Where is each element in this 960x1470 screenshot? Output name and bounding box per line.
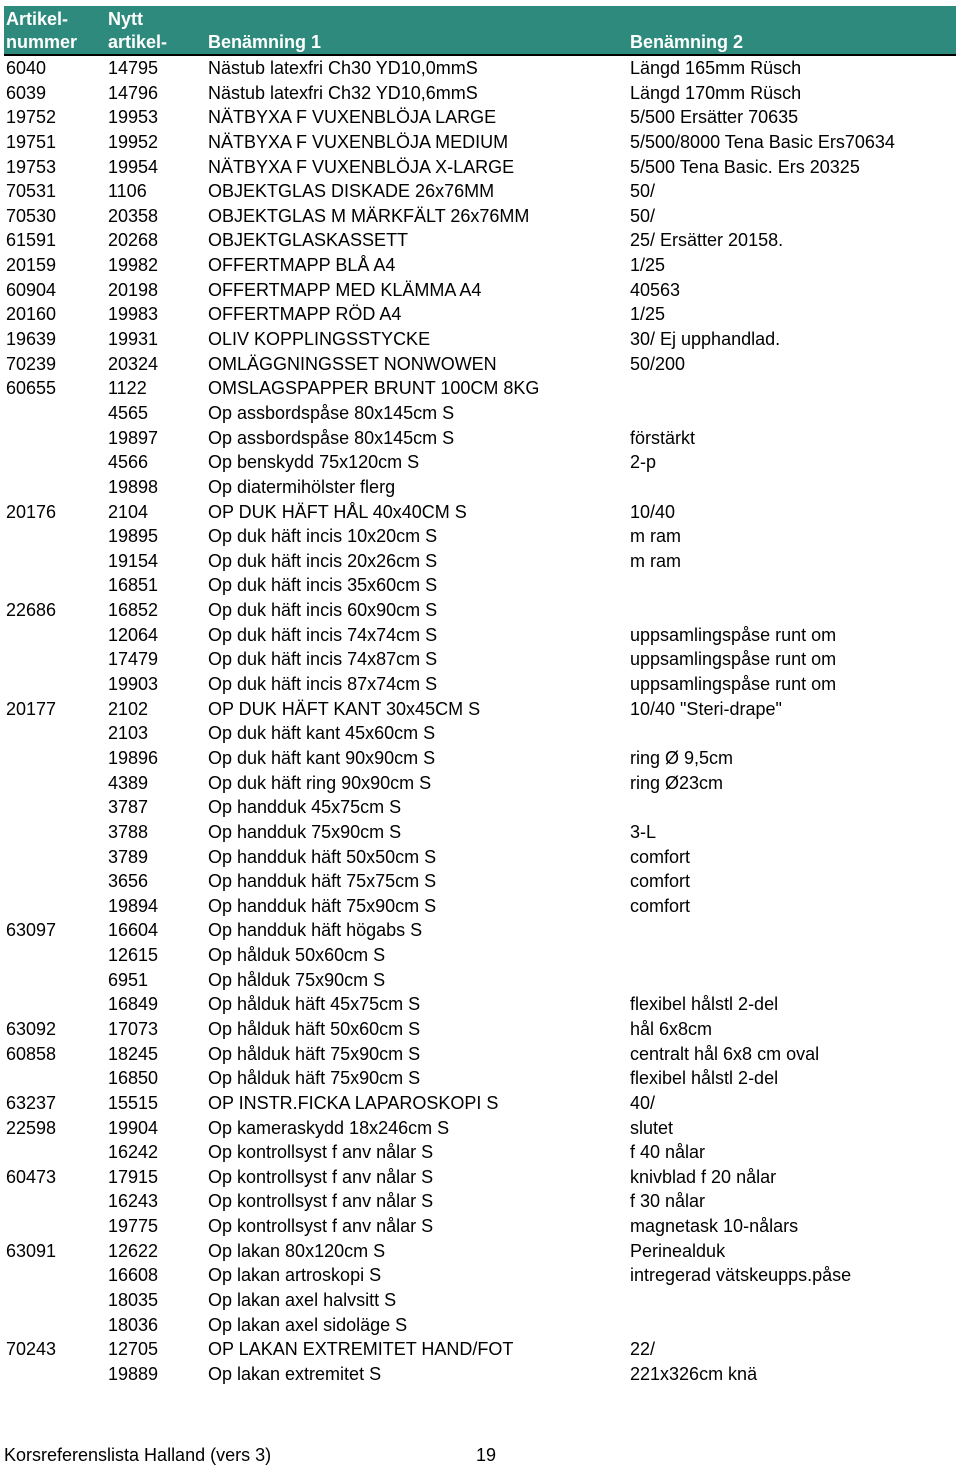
table-row xyxy=(4,672,956,697)
name-1-cell: OFFERTMAPP BLÅ A4 xyxy=(208,255,396,276)
name-1-cell: NÄTBYXA F VUXENBLÖJA X-LARGE xyxy=(208,156,515,177)
new-article-number-cell: 1106 xyxy=(108,181,147,202)
table-row xyxy=(4,943,956,968)
name-1-cell: Op diatermihölster flerg xyxy=(208,476,396,497)
table-row xyxy=(4,746,956,771)
name-1-cell: OBJEKTGLASKASSETT xyxy=(208,230,409,251)
name-1-cell: OMLÄGGNINGSSET NONWOWEN xyxy=(208,353,497,374)
table-row xyxy=(4,1165,956,1190)
name-2-cell: 1/25 xyxy=(630,304,666,325)
article-number-cell: 6039 xyxy=(6,82,47,103)
name-2-cell: magnetask 10-nålars xyxy=(630,1216,799,1237)
table-row xyxy=(4,549,956,574)
name-1-cell: Op duk häft incis 20x26cm S xyxy=(208,550,438,571)
article-number-cell: 20160 xyxy=(6,304,57,325)
article-number-cell: 19751 xyxy=(6,131,57,152)
table-row xyxy=(4,869,956,894)
name-2-cell: Längd 170mm Rüsch xyxy=(630,82,802,103)
name-1-cell: OFFERTMAPP RÖD A4 xyxy=(208,304,402,325)
name-1-cell: OP DUK HÄFT KANT 30x45CM S xyxy=(208,698,481,719)
new-article-number-cell: 20324 xyxy=(108,353,159,374)
table-row xyxy=(4,1214,956,1239)
new-article-number-cell: 17479 xyxy=(108,649,159,670)
new-article-number-cell: 14796 xyxy=(108,82,159,103)
new-article-number-cell: 16608 xyxy=(108,1265,159,1286)
name-2-cell: 1/25 xyxy=(630,255,666,276)
name-1-cell: Op duk häft incis 35x60cm S xyxy=(208,575,438,596)
name-1-cell: Op handduk häft 50x50cm S xyxy=(208,846,437,867)
name-1-cell: Op hålduk 75x90cm S xyxy=(208,969,386,990)
new-article-number-cell: 16604 xyxy=(108,920,159,941)
name-2-cell: ring Ø23cm xyxy=(630,772,724,793)
header-col1-line2: nummer xyxy=(6,32,78,52)
article-number-cell: 22598 xyxy=(6,1117,57,1138)
name-1-cell: NÄTBYXA F VUXENBLÖJA LARGE xyxy=(208,107,497,128)
article-number-cell: 61591 xyxy=(6,230,57,251)
name-1-cell: Op kontrollsyst f anv nålar S xyxy=(208,1191,434,1212)
name-1-cell: Op kontrollsyst f anv nålar S xyxy=(208,1142,434,1163)
new-article-number-cell: 19953 xyxy=(108,107,159,128)
new-article-number-cell: 19954 xyxy=(108,156,159,177)
name-2-cell: hål 6x8cm xyxy=(630,1018,713,1039)
name-2-cell: comfort xyxy=(630,895,691,916)
new-article-number-cell: 12705 xyxy=(108,1339,159,1360)
article-number-cell: 70243 xyxy=(6,1339,57,1360)
new-article-number-cell: 4389 xyxy=(108,772,149,793)
name-2-cell: förstärkt xyxy=(630,427,696,448)
name-1-cell: Op handduk 45x75cm S xyxy=(208,797,402,818)
table-header xyxy=(4,6,956,56)
name-2-cell: comfort xyxy=(630,871,691,892)
table-row xyxy=(4,771,956,796)
name-1-cell: Op lakan artroskopi S xyxy=(208,1265,382,1286)
article-number-cell: 6040 xyxy=(6,58,47,78)
name-1-cell: Op handduk häft högabs S xyxy=(208,920,423,941)
name-1-cell: Op assbordspåse 80x145cm S xyxy=(208,402,455,423)
name-2-cell: 25/ Ersätter 20158. xyxy=(630,230,784,251)
table-row xyxy=(4,228,956,253)
new-article-number-cell: 17073 xyxy=(108,1018,159,1039)
table-row xyxy=(4,1140,956,1165)
name-1-cell: Op duk häft incis 74x87cm S xyxy=(208,649,438,670)
new-article-number-cell: 3788 xyxy=(108,821,149,842)
name-2-cell: centralt hål 6x8 cm oval xyxy=(630,1043,820,1064)
name-1-cell: Op hålduk 50x60cm S xyxy=(208,945,386,966)
article-number-cell: 63092 xyxy=(6,1018,57,1039)
name-1-cell: Op lakan 80x120cm S xyxy=(208,1240,386,1261)
table-row xyxy=(4,56,956,81)
name-1-cell: OMSLAGSPAPPER BRUNT 100CM 8KG xyxy=(208,378,540,399)
name-2-cell: 2-p xyxy=(630,452,657,473)
new-article-number-cell: 3656 xyxy=(108,871,149,892)
table-row xyxy=(4,1362,956,1387)
name-2-cell: 10/40 "Steri-drape" xyxy=(630,698,782,719)
name-1-cell: Op handduk 75x90cm S xyxy=(208,821,402,842)
name-2-cell: 10/40 xyxy=(630,501,676,522)
name-2-cell: 50/ xyxy=(630,205,656,226)
name-2-cell: 40563 xyxy=(630,279,681,300)
new-article-number-cell: 4566 xyxy=(108,452,149,473)
new-article-number-cell: 15515 xyxy=(108,1092,159,1113)
new-article-number-cell: 19904 xyxy=(108,1117,159,1138)
cross-reference-table xyxy=(4,6,956,1387)
table-row xyxy=(4,327,956,352)
name-2-cell: 50/ xyxy=(630,181,656,202)
new-article-number-cell: 19894 xyxy=(108,895,159,916)
table-row xyxy=(4,1313,956,1338)
header-col3: Benämning 1 xyxy=(208,32,322,52)
table-row xyxy=(4,968,956,993)
table-row xyxy=(4,918,956,943)
table-row xyxy=(4,352,956,377)
name-1-cell: Op assbordspåse 80x145cm S xyxy=(208,427,455,448)
name-2-cell: m ram xyxy=(630,526,681,547)
table-row xyxy=(4,278,956,303)
new-article-number-cell: 12064 xyxy=(108,624,159,645)
new-article-number-cell: 20358 xyxy=(108,205,159,226)
table-row xyxy=(4,573,956,598)
article-number-cell: 60473 xyxy=(6,1166,57,1187)
table-row xyxy=(4,1288,956,1313)
article-number-cell: 20177 xyxy=(6,698,57,719)
new-article-number-cell: 18036 xyxy=(108,1314,159,1335)
article-number-cell: 60904 xyxy=(6,279,57,300)
name-1-cell: Op handduk häft 75x75cm S xyxy=(208,871,437,892)
table-row xyxy=(4,697,956,722)
name-2-cell: 30/ Ej upphandlad. xyxy=(630,329,781,350)
name-1-cell: OFFERTMAPP MED KLÄMMA A4 xyxy=(208,279,482,300)
table-row xyxy=(4,1042,956,1067)
table-row xyxy=(4,1066,956,1091)
new-article-number-cell: 19903 xyxy=(108,674,159,695)
name-1-cell: OP INSTR.FICKA LAPAROSKOPI S xyxy=(208,1092,499,1113)
header-col1-line1: Artikel- xyxy=(6,9,69,29)
table-row xyxy=(4,598,956,623)
name-1-cell: Op duk häft ring 90x90cm S xyxy=(208,772,432,793)
name-2-cell: ring Ø 9,5cm xyxy=(630,747,734,768)
new-article-number-cell: 2104 xyxy=(108,501,149,522)
table-row xyxy=(4,1116,956,1141)
name-2-cell: Längd 165mm Rüsch xyxy=(630,58,802,78)
name-1-cell: Op duk häft kant 45x60cm S xyxy=(208,723,436,744)
header-col2-line2: artikel- xyxy=(108,32,168,52)
footer-title: Korsreferenslista Halland (vers 3) xyxy=(4,1445,272,1465)
name-2-cell: f 40 nålar xyxy=(630,1142,706,1163)
name-2-cell: 3-L xyxy=(630,821,657,842)
article-number-cell: 60858 xyxy=(6,1043,57,1064)
new-article-number-cell: 16852 xyxy=(108,600,159,621)
name-2-cell: 40/ xyxy=(630,1092,656,1113)
name-1-cell: OBJEKTGLAS M MÄRKFÄLT 26x76MM xyxy=(208,205,530,226)
article-number-cell: 19753 xyxy=(6,156,57,177)
article-number-cell: 63091 xyxy=(6,1240,57,1261)
article-number-cell: 70239 xyxy=(6,353,57,374)
name-1-cell: Op kameraskydd 18x246cm S xyxy=(208,1117,450,1138)
table-row xyxy=(4,130,956,155)
table-row xyxy=(4,450,956,475)
name-2-cell: uppsamlingspåse runt om xyxy=(630,649,837,670)
article-number-cell: 70531 xyxy=(6,181,57,202)
name-1-cell: Op hålduk häft 50x60cm S xyxy=(208,1018,421,1039)
new-article-number-cell: 16242 xyxy=(108,1142,159,1163)
name-1-cell: Op duk häft incis 10x20cm S xyxy=(208,526,438,547)
name-1-cell: Op handduk häft 75x90cm S xyxy=(208,895,437,916)
name-2-cell: slutet xyxy=(630,1117,674,1138)
new-article-number-cell: 19898 xyxy=(108,476,159,497)
table-row xyxy=(4,500,956,525)
name-1-cell: Op kontrollsyst f anv nålar S xyxy=(208,1216,434,1237)
name-1-cell: NÄTBYXA F VUXENBLÖJA MEDIUM xyxy=(208,131,509,152)
new-article-number-cell: 16851 xyxy=(108,575,159,596)
name-2-cell: flexibel hålstl 2-del xyxy=(630,994,779,1015)
article-number-cell: 19752 xyxy=(6,107,57,128)
new-article-number-cell: 20268 xyxy=(108,230,159,251)
table-row xyxy=(4,1263,956,1288)
name-2-cell: uppsamlingspåse runt om xyxy=(630,674,837,695)
new-article-number-cell: 20198 xyxy=(108,279,159,300)
table-row xyxy=(4,155,956,180)
new-article-number-cell: 16849 xyxy=(108,994,159,1015)
new-article-number-cell: 12622 xyxy=(108,1240,159,1261)
table-row xyxy=(4,253,956,278)
new-article-number-cell: 2102 xyxy=(108,698,149,719)
name-2-cell: m ram xyxy=(630,550,681,571)
table-row xyxy=(4,376,956,401)
new-article-number-cell: 19983 xyxy=(108,304,159,325)
page-number: 19 xyxy=(476,1445,497,1465)
table-row xyxy=(4,721,956,746)
new-article-number-cell: 19952 xyxy=(108,131,159,152)
name-1-cell: Op duk häft incis 87x74cm S xyxy=(208,674,438,695)
header-col4: Benämning 2 xyxy=(630,32,744,52)
table-row xyxy=(4,1091,956,1116)
name-2-cell: uppsamlingspåse runt om xyxy=(630,624,837,645)
new-article-number-cell: 17915 xyxy=(108,1166,159,1187)
name-1-cell: Op lakan axel sidoläge S xyxy=(208,1314,408,1335)
article-number-cell: 22686 xyxy=(6,600,57,621)
name-1-cell: Op kontrollsyst f anv nålar S xyxy=(208,1166,434,1187)
article-number-cell: 63237 xyxy=(6,1092,57,1113)
name-1-cell: Op duk häft incis 60x90cm S xyxy=(208,600,438,621)
name-1-cell: OP DUK HÄFT HÅL 40x40CM S xyxy=(208,501,467,522)
name-2-cell: Perinealduk xyxy=(630,1240,726,1261)
new-article-number-cell: 3789 xyxy=(108,846,149,867)
name-1-cell: Op lakan extremitet S xyxy=(208,1363,382,1384)
table-row xyxy=(4,302,956,327)
name-1-cell: Op duk häft kant 90x90cm S xyxy=(208,747,436,768)
name-1-cell: Op hålduk häft 75x90cm S xyxy=(208,1068,421,1089)
table-row xyxy=(4,1017,956,1042)
new-article-number-cell: 18035 xyxy=(108,1290,159,1311)
table-row xyxy=(4,475,956,500)
new-article-number-cell: 14795 xyxy=(108,58,159,78)
name-1-cell: OP LAKAN EXTREMITET HAND/FOT xyxy=(208,1339,514,1360)
name-2-cell: f 30 nålar xyxy=(630,1191,706,1212)
new-article-number-cell: 1122 xyxy=(108,378,147,399)
article-number-cell: 20159 xyxy=(6,255,57,276)
name-2-cell: 50/200 xyxy=(630,353,686,374)
article-number-cell: 20176 xyxy=(6,501,57,522)
page-footer xyxy=(4,1445,497,1466)
new-article-number-cell: 19982 xyxy=(108,255,159,276)
name-2-cell: intregerad vätskeupps.påse xyxy=(630,1265,852,1286)
name-1-cell: Op duk häft incis 74x74cm S xyxy=(208,624,438,645)
name-2-cell: 221x326cm knä xyxy=(630,1363,758,1384)
name-2-cell: flexibel hålstl 2-del xyxy=(630,1068,779,1089)
new-article-number-cell: 16243 xyxy=(108,1191,159,1212)
article-number-cell: 70530 xyxy=(6,205,57,226)
new-article-number-cell: 19931 xyxy=(108,329,159,350)
new-article-number-cell: 6951 xyxy=(108,969,149,990)
table-row xyxy=(4,1239,956,1264)
new-article-number-cell: 19775 xyxy=(108,1216,159,1237)
table-row xyxy=(4,105,956,130)
new-article-number-cell: 3787 xyxy=(108,797,149,818)
name-1-cell: Op benskydd 75x120cm S xyxy=(208,452,420,473)
new-article-number-cell: 4565 xyxy=(108,402,149,423)
header-col2-line1: Nytt xyxy=(108,9,143,29)
name-2-cell: 5/500 Tena Basic. Ers 20325 xyxy=(630,156,860,177)
name-2-cell: 5/500/8000 Tena Basic Ers70634 xyxy=(630,131,895,152)
name-2-cell: knivblad f 20 nålar xyxy=(630,1166,777,1187)
table-row xyxy=(4,845,956,870)
new-article-number-cell: 18245 xyxy=(108,1043,159,1064)
new-article-number-cell: 19154 xyxy=(108,550,159,571)
table-row xyxy=(4,795,956,820)
new-article-number-cell: 16850 xyxy=(108,1068,159,1089)
new-article-number-cell: 19895 xyxy=(108,526,159,547)
new-article-number-cell: 2103 xyxy=(108,723,149,744)
table-row xyxy=(4,179,956,204)
table-row xyxy=(4,647,956,672)
name-1-cell: OLIV KOPPLINGSSTYCKE xyxy=(208,329,431,350)
table-row xyxy=(4,820,956,845)
name-2-cell: 5/500 Ersätter 70635 xyxy=(630,107,799,128)
name-2-cell: comfort xyxy=(630,846,691,867)
new-article-number-cell: 19889 xyxy=(108,1363,159,1384)
new-article-number-cell: 19897 xyxy=(108,427,159,448)
article-number-cell: 63097 xyxy=(6,920,57,941)
table-row xyxy=(4,204,956,229)
new-article-number-cell: 12615 xyxy=(108,945,159,966)
name-1-cell: Nästub latexfri Ch30 YD10,0mmS xyxy=(208,58,478,78)
table-row xyxy=(4,426,956,451)
table-row xyxy=(4,992,956,1017)
table-row xyxy=(4,894,956,919)
table-row xyxy=(4,524,956,549)
name-1-cell: Op lakan axel halvsitt S xyxy=(208,1290,397,1311)
table-body xyxy=(4,56,956,1387)
table-row xyxy=(4,623,956,648)
name-1-cell: Nästub latexfri Ch32 YD10,6mmS xyxy=(208,82,478,103)
name-1-cell: Op hålduk häft 45x75cm S xyxy=(208,994,421,1015)
name-2-cell: 22/ xyxy=(630,1339,656,1360)
table-row xyxy=(4,81,956,106)
article-number-cell: 19639 xyxy=(6,329,57,350)
table-row xyxy=(4,1189,956,1214)
article-number-cell: 60655 xyxy=(6,378,57,399)
name-1-cell: Op hålduk häft 75x90cm S xyxy=(208,1043,421,1064)
table-row xyxy=(4,1337,956,1362)
new-article-number-cell: 19896 xyxy=(108,747,159,768)
table-row xyxy=(4,401,956,426)
name-1-cell: OBJEKTGLAS DISKADE 26x76MM xyxy=(208,181,495,202)
